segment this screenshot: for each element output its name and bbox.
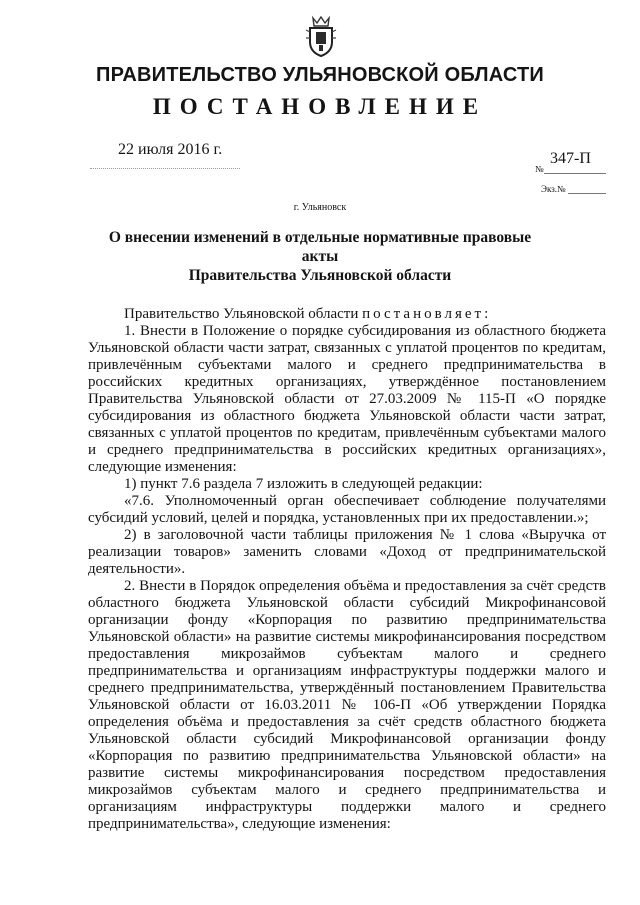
subject-line-1: О внесении изменений в отдельные нормативные правовые акты <box>108 229 532 265</box>
document-number: 347-П <box>550 150 591 167</box>
city-name: г. Ульяновск <box>293 202 347 213</box>
paragraph-1-item-1-quote: «7.6. Уполномоченный орган обеспечивает соблюдение получателями субсидий условий, целей и порядка, установленных при их предоставлении.»; <box>88 493 606 526</box>
number-underline <box>544 173 606 174</box>
number-label: № <box>535 164 544 174</box>
paragraph-1-item-2: 2) в заголовочной части таблицы приложения № 1 слова «Выручка от реализации товаров» заменить словами «Доход от предпринимательской деятельности». <box>88 527 606 577</box>
intro-tail: : <box>484 306 489 322</box>
copy-number-underline <box>568 193 606 194</box>
intro-lead: Правительство Ульяновской области <box>124 306 363 322</box>
paragraph-1: 1. Внести в Положение о порядке субсидирования из областного бюджета Ульяновской области части затрат, связанных с уплатой процентов по кредитам, привлечённым субъектами малого и среднего предпринимательства в российских кредитных организациях, утверждённое постановлением Правительства Ульяновской области от 27.03.2009 № 115-П «О порядке субсидирования из областного бюджета Ульяновской области части затрат, связанных с уплатой процентов по кредитам, привлечённым субъектами малого и среднего предпринимательства в российских кредитных организациях», следующие изменения: <box>88 323 606 475</box>
government-title: ПРАВИТЕЛЬСТВО УЛЬЯНОВСКОЙ ОБЛАСТИ <box>96 64 544 86</box>
document-body <box>88 306 606 833</box>
document-subject <box>90 228 550 285</box>
copy-number-label: Экз.№ <box>541 184 566 194</box>
paragraph-1-item-1: 1) пункт 7.6 раздела 7 изложить в следующей редакции: <box>124 476 483 492</box>
document-type-title: ПОСТАНОВЛЕНИЕ <box>152 94 488 119</box>
intro-decree-word: постановляет <box>362 306 485 322</box>
coat-of-arms-icon <box>304 14 338 58</box>
date-underline <box>90 168 240 169</box>
document-date: 22 июля 2016 г. <box>118 141 223 158</box>
subject-line-2: Правительства Ульяновской области <box>188 267 452 284</box>
paragraph-2: 2. Внести в Порядок определения объёма и предоставления за счёт средств областного бюджета Ульяновской области субсидий Микрофинансовой организации фонду «Корпорация по развитию предпринимательства Ульяновской области» на развитие системы микрофинансирования посредством предоставления микрозаймов субъектам малого и среднего предпринимательства и организациям инфраструктуры поддержки малого и среднего предпринимательства, утверждённый постановлением Правительства Ульяновской области от 16.03.2011 № 106-П «Об утверждении Порядка определения объёма и предоставления за счёт средств областного бюджета Ульяновской области субсидий Микрофинансовой организации фонду «Корпорация по развитию предпринимательства Ульяновской области» на развитие системы микрофинансирования посредством предоставления микрозаймов субъектам малого и среднего предпринимательства и организациям инфраструктуры поддержки малого и среднего предпринимательства», следующие изменения: <box>88 578 606 832</box>
intro-paragraph <box>88 306 606 323</box>
